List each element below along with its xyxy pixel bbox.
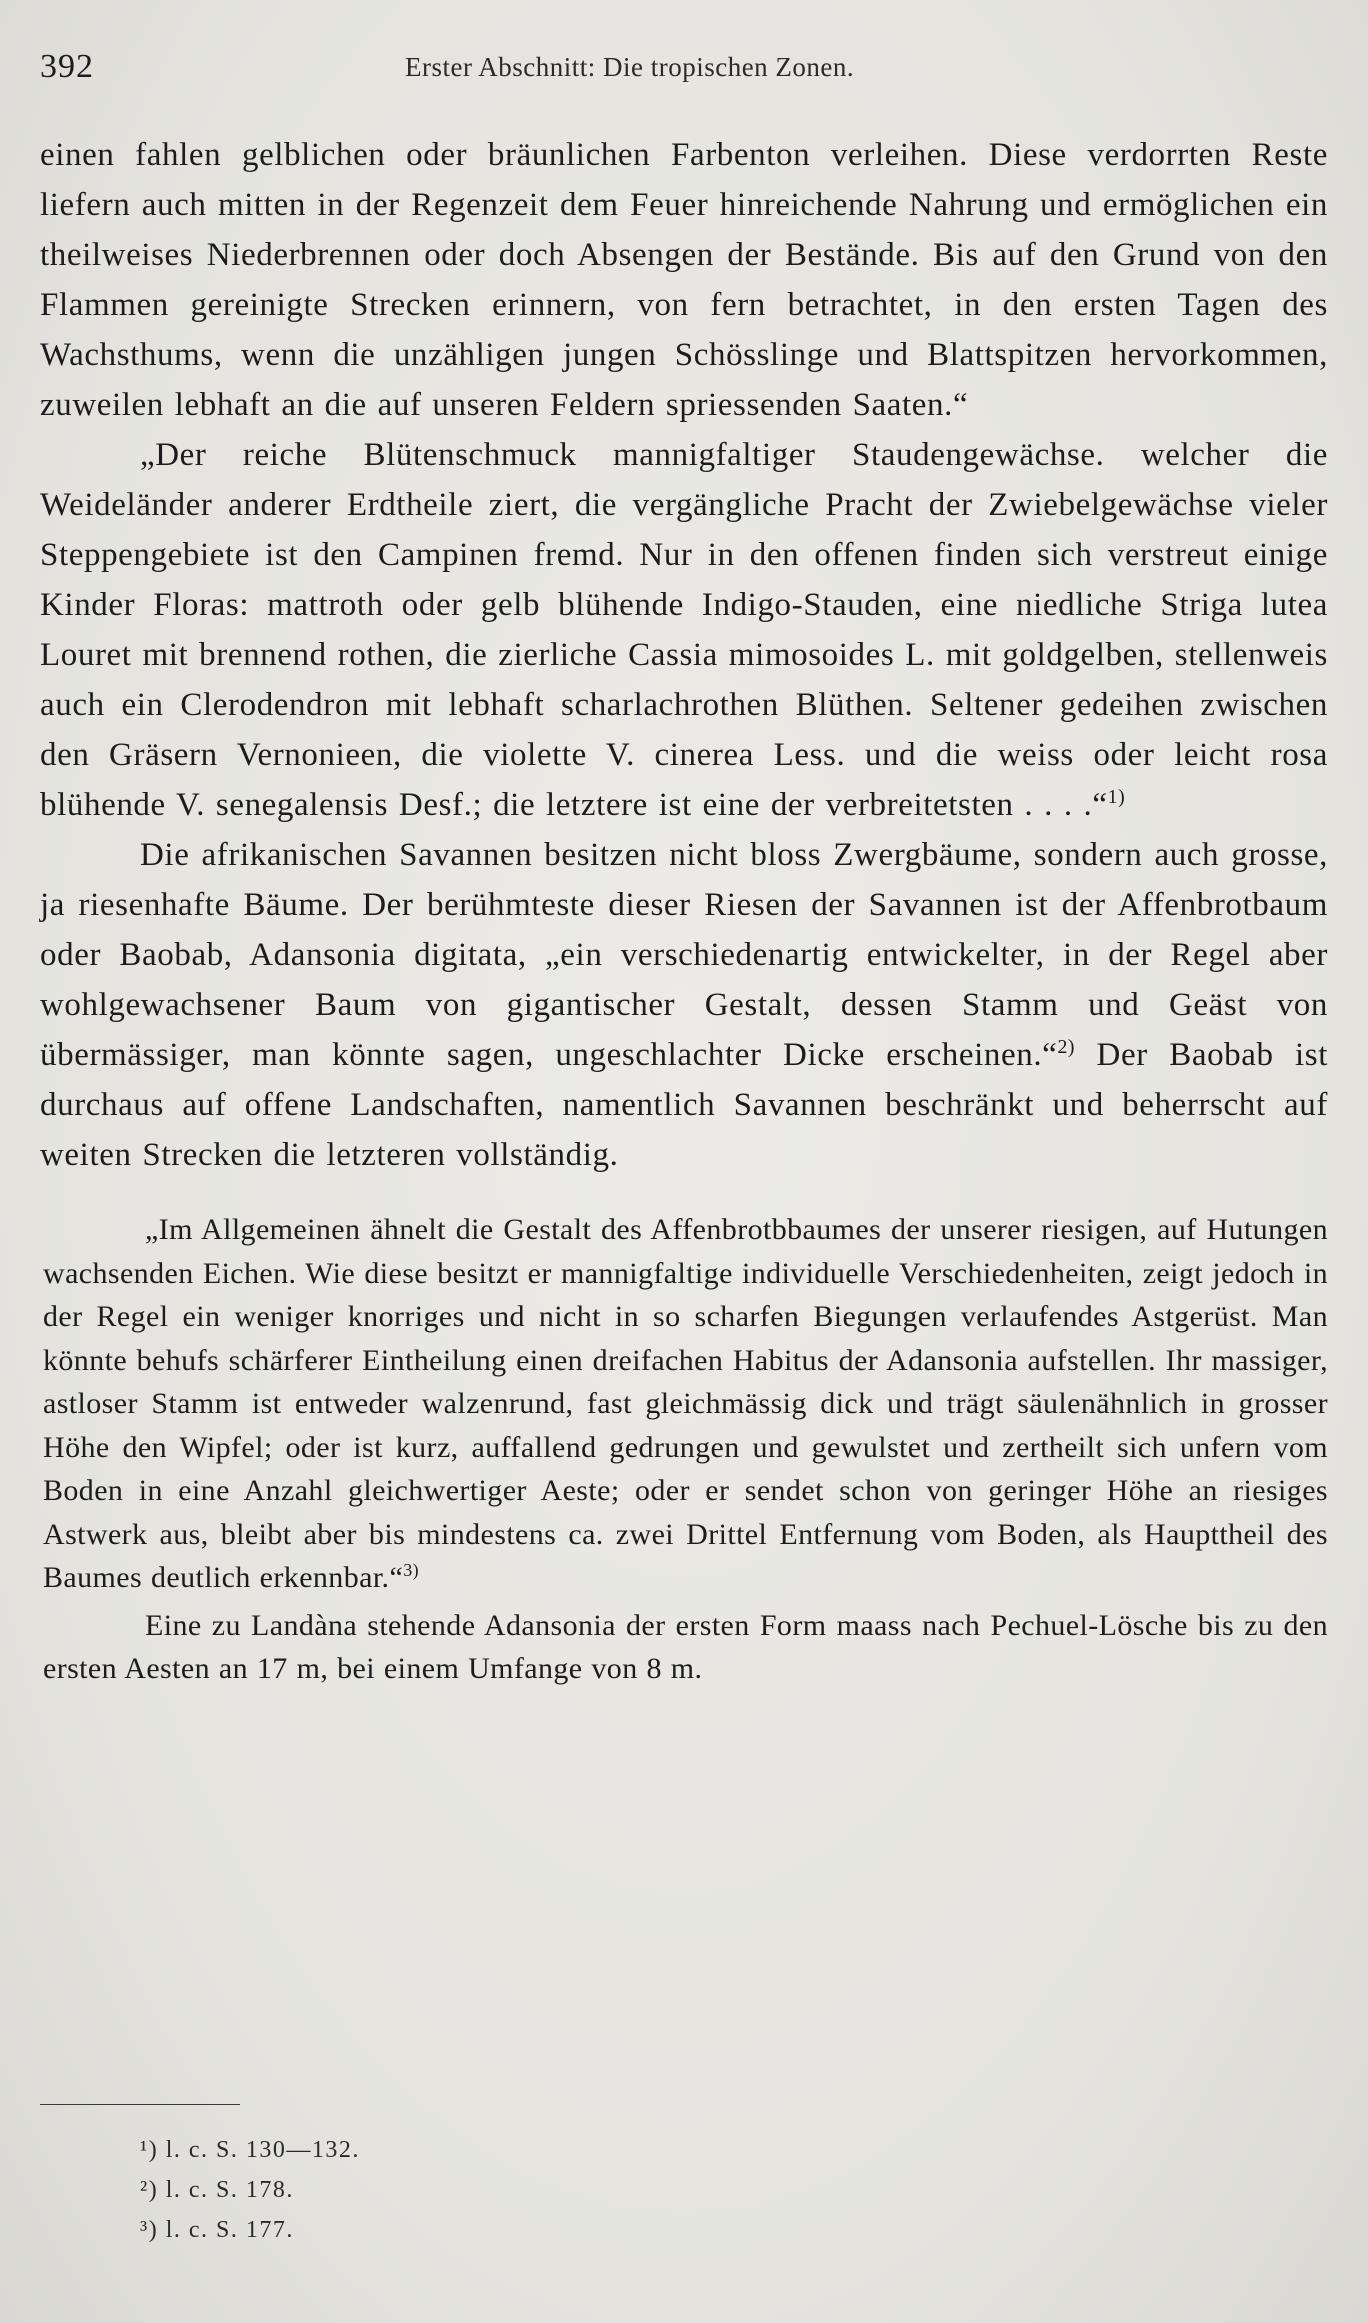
- page-body: [40, 130, 1328, 1691]
- footnote-rule: [40, 2104, 240, 2105]
- footnote-ref-2: 2): [1057, 1036, 1076, 1058]
- running-head: Erster Abschnitt: Die tropischen Zonen.: [405, 52, 855, 82]
- paragraph-3: [40, 830, 1328, 1180]
- footnote-1: ¹) l. c. S. 130—132.: [140, 2137, 360, 2163]
- paragraph-4: Eine zu Landàna stehende Adansonia der ersten Form maass nach Pechuel-Lösche bis zu den ersten Aesten an 17 m, bei einem Umfange von 8 m.: [43, 1608, 1328, 1685]
- footnote-3: ³) l. c. S. 177.: [140, 2217, 294, 2243]
- block-quote-text: „Im Allgemeinen ähnelt die Gestalt des Affenbrotbbaumes der unserer riesigen, auf Hutungen wachsenden Eichen. Wie diese besitzt er mannigfaltige individuelle Verschiedenheiten, zeigt jedoch in der Regel ein weniger knorriges und nicht in so scharfen Biegungen verlaufendes Astgerüst. Man könnte behufs schärferer Eintheilung einen dreifachen Habitus der Adansonia aufstellen. Ihr massiger, astloser Stamm ist entweder walzenrund, fast gleichmässig dick und trägt säulenähnlich in grosser Höhe den Wipfel; oder ist kurz, auffallend gedrungen und gewulstet und zertheilt sich unfern vom Boden in eine Anzahl gleichwertiger Aeste; oder er sendet schon von geringer Höhe an riesiges Astwerk aus, bleibt aber bis mindestens ca. zwei Drittel Entfernung vom Boden, als Haupttheil des Baumes deutlich erkennbar.“: [43, 1213, 1328, 1594]
- paragraph-1: einen fahlen gelblichen oder bräunlichen Farbenton verleihen. Diese verdorrten Reste liefern auch mitten in der Regenzeit dem Feuer hinreichende Nahrung und ermöglichen ein theilweises Niederbrennen oder doch Absengen der Bestände. Bis auf den Grund von den Flammen gereinigte Strecken erinnern, von fern betrachtet, in den ersten Tagen des Wachsthums, wenn die unzähligen jungen Schösslinge und Blattspitzen hervorkommen, zuweilen lebhaft an die auf unseren Feldern spriessenden Saaten.“: [40, 137, 1328, 423]
- footnotes: [140, 2130, 360, 2250]
- paragraph-2-text: „Der reiche Blütenschmuck mannigfaltiger Staudengewächse. welcher die Weideländer anderer Erdtheile ziert, die vergängliche Pracht der Zwiebelgewächse vieler Steppengebiete ist den Campinen fremd. Nur in den offenen finden sich verstreut einige Kinder Floras: mattroth oder gelb blühende Indigo-Stauden, eine niedliche Striga lutea Louret mit brennend rothen, die zierliche Cassia mimosoides L. mit goldgelben, stellenweis auch ein Clerodendron mit lebhaft scharlachrothen Blüthen. Seltener gedeihen zwischen den Gräsern Vernonieen, die violette V. cinerea Less. und die weiss oder leicht rosa blühende V. senegalensis Desf.; die letztere ist eine der verbreitetsten . . . .“: [40, 437, 1328, 823]
- paragraph-3-text-a: Die afrikanischen Savannen besitzen nicht bloss Zwergbäume, sondern auch grosse, ja riesenhafte Bäume. Der berühmteste dieser Riesen der Savannen ist der Affenbrotbaum oder Baobab, Adansonia digitata, „ein verschiedenartig entwickelter, in der Regel aber wohlgewachsener Baum von gigantischer Gestalt, dessen Stamm und Geäst von übermässiger, man könnte sagen, ungeschlachter Dicke erscheinen.“: [40, 837, 1328, 1073]
- footnote-ref-3: 3): [403, 1560, 419, 1580]
- footnote-ref-1: 1): [1107, 786, 1126, 808]
- paragraph-2: [40, 430, 1328, 830]
- footnote-2: ²) l. c. S. 178.: [140, 2177, 294, 2203]
- paragraph-3-text-b: Der Baobab ist durchaus auf offene Landschaften, namentlich Savannen beschränkt und beherrscht auf weiten Strecken die letzteren vollständig.: [40, 1037, 1329, 1173]
- page-header: [40, 48, 1328, 88]
- page-number: 392: [40, 48, 94, 85]
- block-quote: [40, 1208, 1328, 1600]
